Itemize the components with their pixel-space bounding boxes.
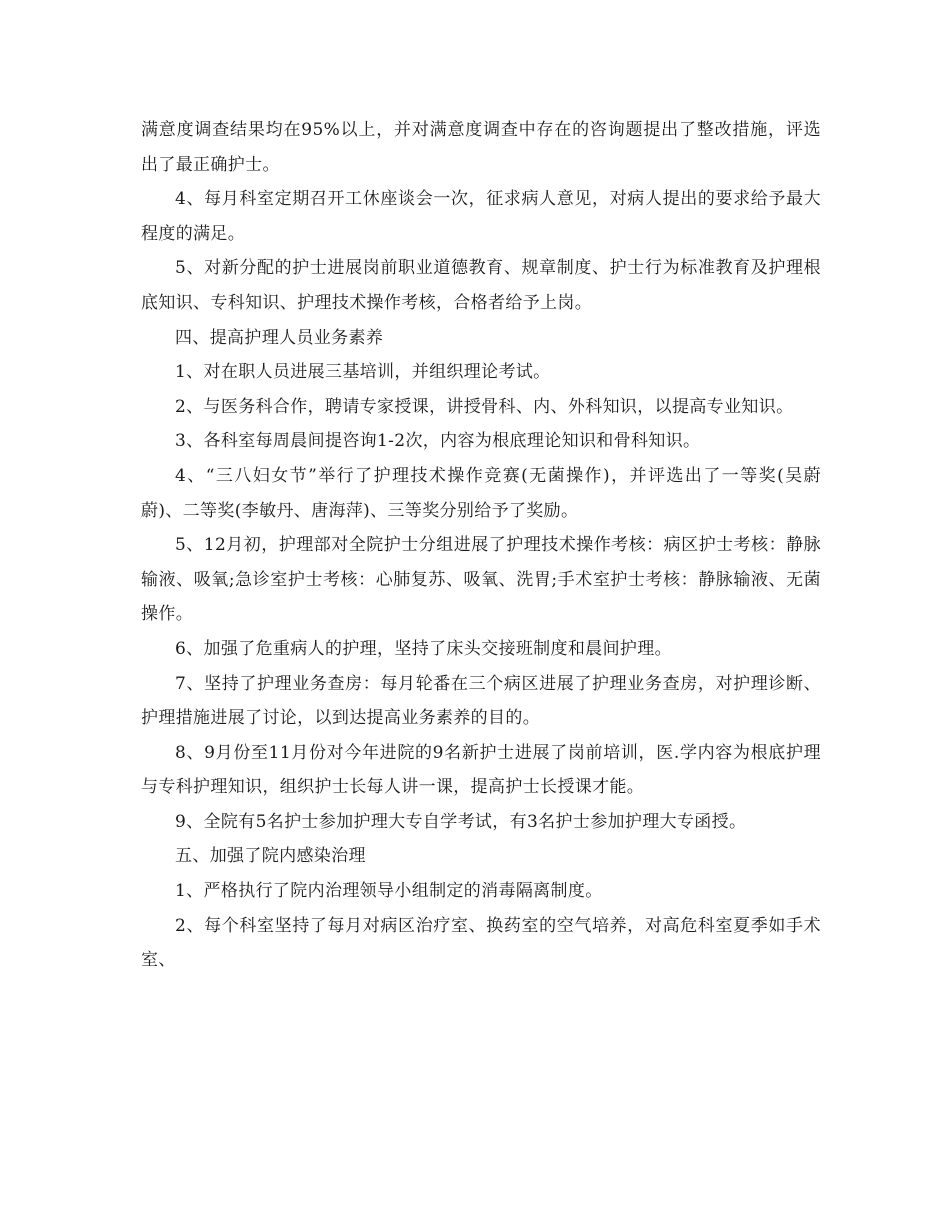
section-heading-5: 五、加强了院内感染治理: [175, 846, 366, 867]
paragraph-continuation: 满意度调查结果均在95%以上，并对满意度调查中存在的咨询题提出了整改措施，评选出了最正确护士。: [141, 120, 821, 175]
paragraph-item-4-meetings: 4、每月科室定期召开工休座谈会一次，征求病人意见，对病人提出的要求给予最大程度的满足。: [141, 189, 821, 244]
paragraph-item-3-questions: 3、各科室每周晨间提咨询1-2次，内容为根底理论知识和骨科知识。: [175, 431, 701, 452]
paragraph-item-2-lectures: 2、与医务科合作，聘请专家授课，讲授骨科、内、外科知识，以提高专业知识。: [175, 396, 794, 417]
paragraph-item-4-competition: 4、“三八妇女节”举行了护理技术操作竞赛(无菌操作)，并评选出了一等奖(吴蔚蔚)、二等奖(李敏丹、唐海萍)、三等奖分别给予了奖励。: [141, 465, 821, 521]
paragraph-item-9-exams: 9、全院有5名护士参加护理大专自学考试，有3名护士参加护理大专函授。: [175, 811, 747, 832]
paragraph-item-1-disinfection: 1、严格执行了院内治理领导小组制定的消毒隔离制度。: [175, 881, 603, 902]
paragraph-item-5-assessment: 5、12月初，护理部对全院护士分组进展了护理技术操作考核：病区护士考核：静脉输液、吸氧;急诊室护士考核：心肺复苏、吸氧、洗胃;手术室护士考核：静脉输液、无菌操作。: [141, 535, 821, 625]
paragraph-item-2-air-culture: 2、每个科室坚持了每月对病区治疗室、换药室的空气培养，对高危科室夏季如手术室、: [141, 915, 821, 971]
section-heading-4: 四、提高护理人员业务素养: [175, 327, 384, 348]
paragraph-item-7-ward-rounds: 7、坚持了护理业务查房：每月轮番在三个病区进展了护理业务查房，对护理诊断、护理措施进展了讨论，以到达提高业务素养的目的。: [141, 673, 821, 729]
document-body: [141, 113, 821, 978]
paragraph-item-6-critical-care: 6、加强了危重病人的护理，坚持了床头交接班制度和晨间护理。: [175, 638, 672, 659]
paragraph-item-5-new-nurses: 5、对新分配的护士进展岗前职业道德教育、规章制度、护士行为标准教育及护理根底知识、专科知识、护理技术操作考核，合格者给予上岗。: [141, 258, 821, 313]
paragraph-item-1-training: 1、对在职人员进展三基培训，并组织理论考试。: [175, 362, 551, 383]
paragraph-item-8-orientation: 8、9月份至11月份对今年进院的9名新护士进展了岗前培训，医.学内容为根底护理与专科护理知识，组织护士长每人讲一课，提高护士长授课才能。: [141, 742, 821, 798]
